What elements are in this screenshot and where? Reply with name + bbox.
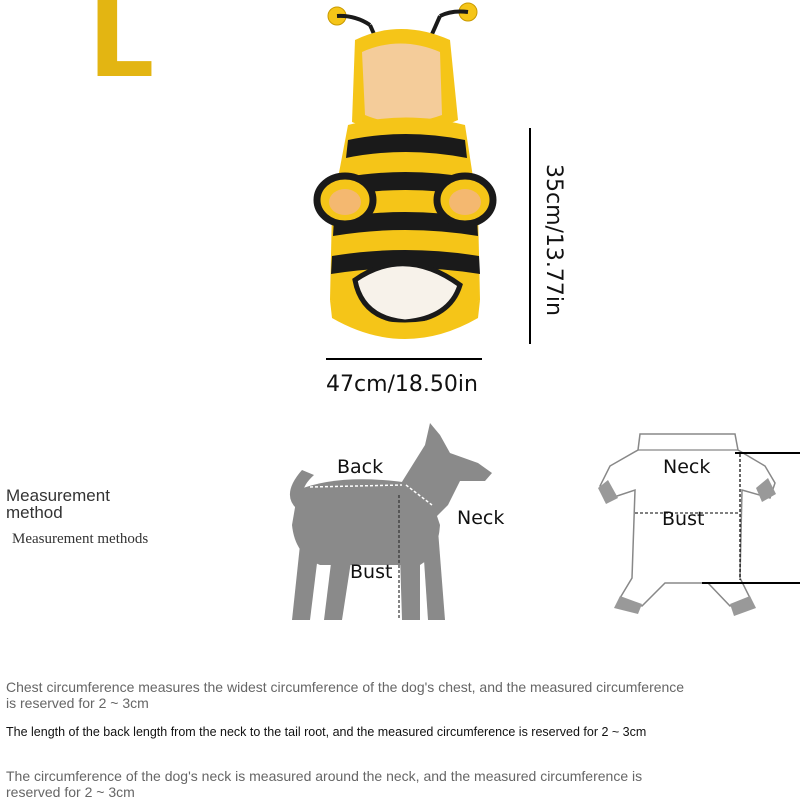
dog-bust-label: Bust	[350, 561, 393, 583]
width-dimension-line	[326, 358, 482, 360]
height-dimension-label: 35cm/13.77in	[541, 164, 566, 316]
back-length-description: The length of the back length from the neck to the tail root, and the measured circumference is reserved for 2 ~ 3cm	[6, 725, 647, 739]
neck-description: The circumference of the dog's neck is measured around the neck, and the measured circumference is reserved for 2 ~ 3cm	[6, 768, 643, 800]
garment-bust-label: Bust	[662, 508, 705, 530]
height-dimension-line	[529, 128, 531, 344]
measurement-method-title: Measurement method	[6, 486, 110, 522]
bee-costume-image	[300, 0, 510, 350]
dog-neck-label: Neck	[457, 507, 505, 529]
chest-description: Chest circumference measures the widest circumference of the dog's chest, and the measured circumference is reserved for 2 ~ 3cm	[6, 679, 685, 711]
measurement-method-subtitle: Measurement methods	[12, 531, 149, 547]
width-dimension-label: 47cm/18.50in	[326, 372, 478, 397]
size-label: L	[88, 0, 155, 101]
dog-back-label: Back	[337, 456, 384, 478]
garment-neck-label: Neck	[663, 456, 711, 478]
